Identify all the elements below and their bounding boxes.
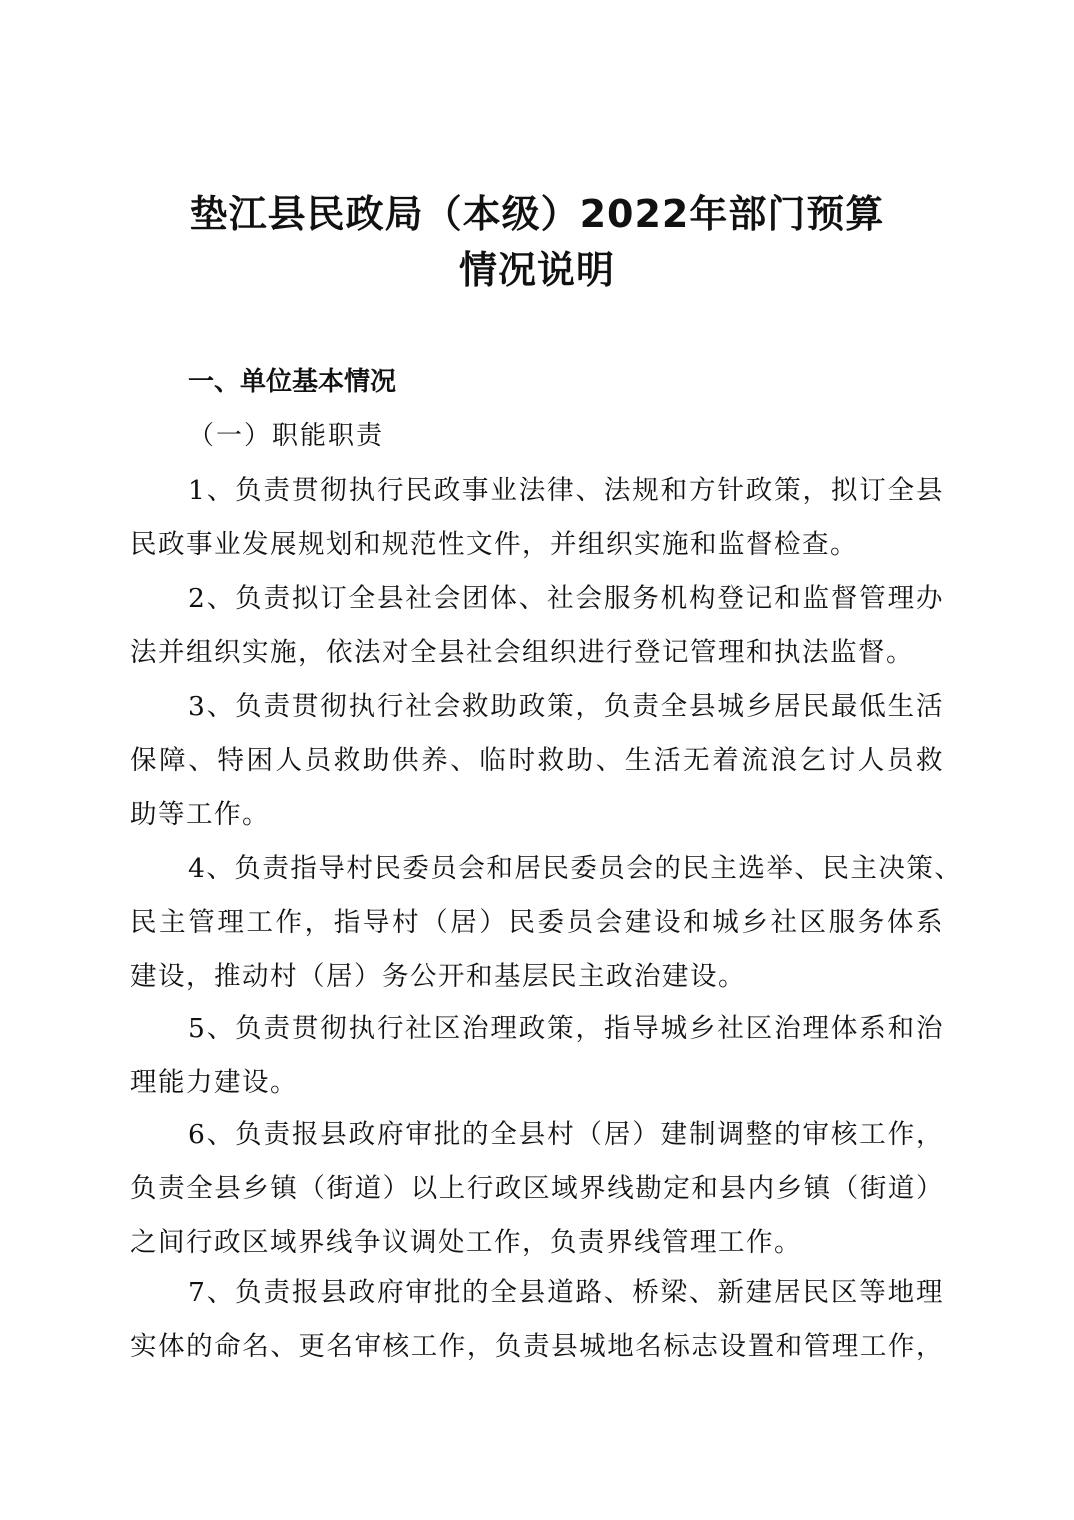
paragraph-line: 之间行政区域界线争议调处工作，负责界线管理工作。: [130, 1227, 802, 1258]
paragraph-line: 1、负责贯彻执行民政事业法律、法规和方针政策，拟订全县: [188, 475, 944, 506]
paragraph-line: 理能力建设。: [130, 1067, 298, 1098]
paragraph-line: 6、负责报县政府审批的全县村（居）建制调整的审核工作，: [188, 1119, 944, 1150]
paragraph-line: 负责全县乡镇（街道）以上行政区域界线勘定和县内乡镇（街道）: [130, 1173, 944, 1204]
paragraph-line: 4、负责指导村民委员会和居民委员会的民主选举、民主决策、: [188, 853, 963, 884]
paragraph-line: 助等工作。: [130, 799, 270, 830]
paragraph-line: 建设，推动村（居）务公开和基层民主政治建设。: [130, 961, 746, 992]
paragraph-line: 实体的命名、更名审核工作，负责县城地名标志设置和管理工作，: [130, 1331, 944, 1362]
paragraph-line: 2、负责拟订全县社会团体、社会服务机构登记和监督管理办: [188, 583, 944, 614]
duty-item-6: [130, 1108, 944, 1270]
duty-item-3: [130, 680, 944, 842]
paragraph-line: 法并组织实施，依法对全县社会组织进行登记管理和执法监督。: [130, 637, 914, 668]
duty-item-5: [130, 1002, 944, 1110]
paragraph-line: 保障、特困人员救助供养、临时救助、生活无着流浪乞讨人员救: [130, 745, 944, 776]
duty-item-4: [130, 842, 963, 1004]
duty-item-1: [130, 464, 944, 572]
paragraph-line: 5、负责贯彻执行社区治理政策，指导城乡社区治理体系和治: [188, 1013, 944, 1044]
document-title-line-1: 垫江县民政局（本级）2022年部门预算: [189, 192, 885, 236]
subsection-heading: （一）职能职责: [188, 421, 385, 451]
paragraph-line: 民政事业发展规划和规范性文件，并组织实施和监督检查。: [130, 529, 858, 560]
section-heading: 一、单位基本情况: [188, 367, 397, 397]
paragraph-line: 民主管理工作，指导村（居）民委员会建设和城乡社区服务体系: [130, 907, 944, 938]
document-title-line-2: 情况说明: [458, 248, 615, 292]
paragraph-line: 7、负责报县政府审批的全县道路、桥梁、新建居民区等地理: [188, 1277, 944, 1308]
duty-item-2: [130, 572, 944, 680]
duty-item-7: [130, 1266, 944, 1374]
paragraph-line: 3、负责贯彻执行社会救助政策，负责全县城乡居民最低生活: [188, 691, 944, 722]
